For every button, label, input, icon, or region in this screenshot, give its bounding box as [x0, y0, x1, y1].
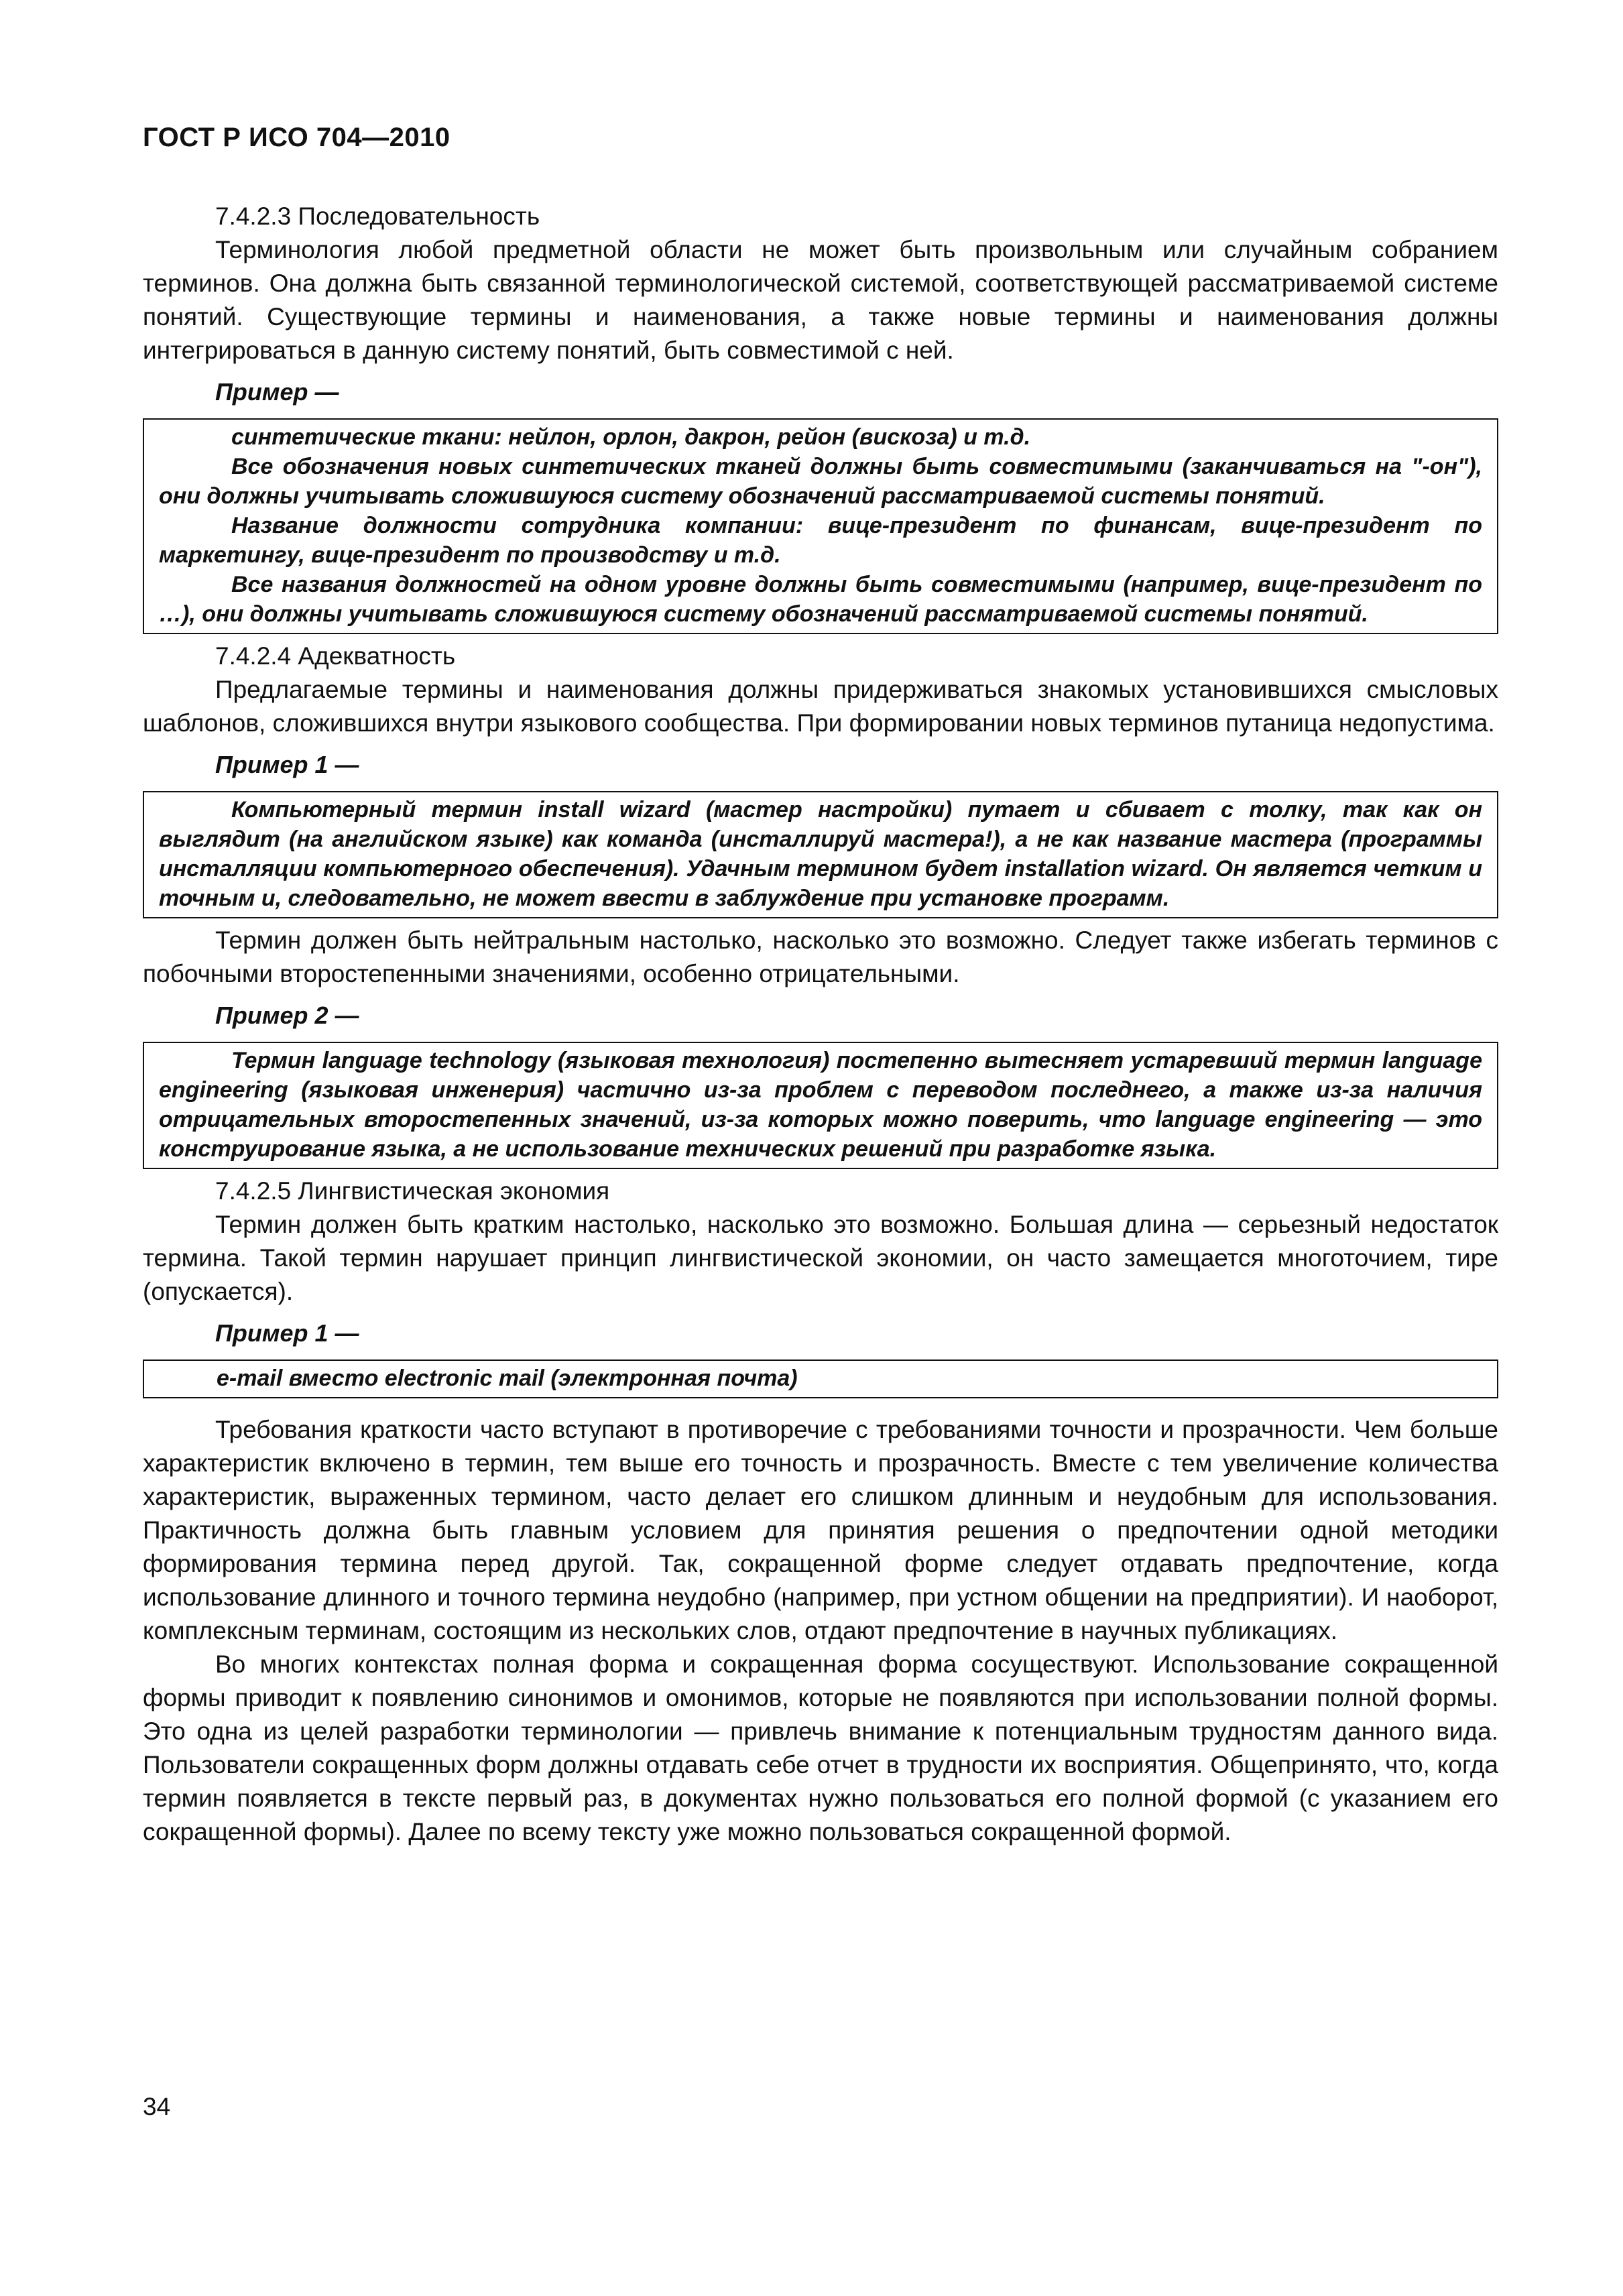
paragraph-adequacy-2: Термин должен быть нейтральным настолько, насколько это возможно. Следует также избегать терминов с побочными второстепенными значениями, особенно отрицательными.: [143, 926, 1498, 987]
example-label: Пример 1 —: [215, 751, 359, 778]
section-heading-economy: 7.4.2.5 Лингвистическая экономия: [215, 1177, 610, 1205]
paragraph-economy-2: Требования краткости часто вступают в противоречие с требованиями точности и прозрачности. Чем больше характеристик включено в термин, тем выше его точность и прозрачность. Вместе с тем увеличение количества характеристик, выраженных термином, часто делает его слишком длинным и неудобным для использования. Практичность должна быть главным условием для принятия решения о предпочтении одной методики формирования термина перед другой. Так, сокращенной форме следует отдавать предпочтение, когда использование длинного и точного термина неудобно (например, при устном общении на предприятии). И наоборот, комплексным терминам, состоящим из нескольких слов, отдают предпочтение в научных публикациях.: [143, 1416, 1498, 1644]
example-box: [143, 791, 1498, 918]
paragraph-economy-1: Термин должен быть кратким настолько, насколько это возможно. Большая длина — серьезный недостаток термина. Такой термин нарушает принцип лингвистической экономии, он часто замещается многоточием, тире (опускается).: [143, 1211, 1498, 1305]
page-content: [143, 200, 1498, 1849]
document-header: ГОСТ Р ИСО 704—2010: [143, 123, 450, 152]
example-box: [143, 1042, 1498, 1169]
page-number: 34: [143, 2093, 171, 2120]
paragraph-consistency: Терминология любой предметной области не может быть произвольным или случайным собранием терминов. Она должна быть связанной терминологической системой, соответствующей рассматриваемой системе понятий. Существующие термины и наименования, а также новые термины и наименования должны интегрироваться в данную систему понятий, быть совместимой с ней.: [143, 236, 1498, 364]
example-text: Термин language technology (языковая технология) постепенно вытесняет устаревший термин language engineering (языковая инженерия) частично из-за проблем с переводом последнего, а также из-за наличия отрицательных второстепенных значений, из-за которых можно поверить, что language engineering — это конструирование языка, а не использование технических решений при разработке языка.: [159, 1048, 1482, 1162]
example-box: [143, 418, 1498, 634]
example-label: Пример 2 —: [215, 1002, 359, 1029]
example-text: Все обозначения новых синтетических тканей должны быть совместимыми (заканчиваться на "-он"), они должны учитывать сложившуюся систему обозначений рассматриваемой системы понятий.: [159, 454, 1482, 509]
example-text: e-mail вместо electronic mail (электронная почта): [217, 1366, 798, 1391]
example-label: Пример —: [215, 378, 339, 406]
section-heading-adequacy: 7.4.2.4 Адекватность: [215, 642, 456, 670]
paragraph-economy-3: Во многих контекстах полная форма и сокращенная форма сосуществуют. Использование сокращенной формы приводит к появлению синонимов и омонимов, которые не появляются при использовании полной формы. Это одна из целей разработки терминологии — привлечь внимание к потенциальным трудностям данного вида. Пользователи сокращенных форм должны отдавать себе отчет в трудности их восприятия. Общепринято, что, когда термин появляется в тексте первый раз, в документах нужно пользоваться его полной формой (с указанием его сокращенной формы). Далее по всему тексту уже можно пользоваться сокращенной формой.: [143, 1650, 1498, 1846]
example-text: Название должности сотрудника компании: вице-президент по финансам, вице-президент по маркетингу, вице-президент по производству и т.д.: [159, 513, 1482, 568]
section-heading-consistency: 7.4.2.3 Последовательность: [215, 202, 540, 230]
example-text: Все названия должностей на одном уровне должны быть совместимыми (например, вице-президент по …), они должны учитывать сложившуюся систему обозначений рассматриваемой системы понятий.: [159, 572, 1482, 627]
example-label: Пример 1 —: [215, 1319, 359, 1347]
spacer: [143, 1404, 1498, 1413]
example-text: Компьютерный термин install wizard (мастер настройки) путает и сбивает с толку, так как он выглядит (на английском языке) как команда (инсталлируй мастера!), а не как название мастера (программы инсталляции компьютерного обеспечения). Удачным термином будет installation wizard. Он является четким и точным и, следовательно, не может ввести в заблуждение при установке программ.: [159, 797, 1482, 911]
example-box: [143, 1360, 1498, 1398]
paragraph-adequacy-1: Предлагаемые термины и наименования должны придерживаться знакомых установившихся смысловых шаблонов, сложившихся внутри языкового сообщества. При формировании новых терминов путаница недопустима.: [143, 676, 1498, 737]
example-text: синтетические ткани: нейлон, орлон, дакрон, рейон (вискоза) и т.д.: [231, 424, 1031, 450]
